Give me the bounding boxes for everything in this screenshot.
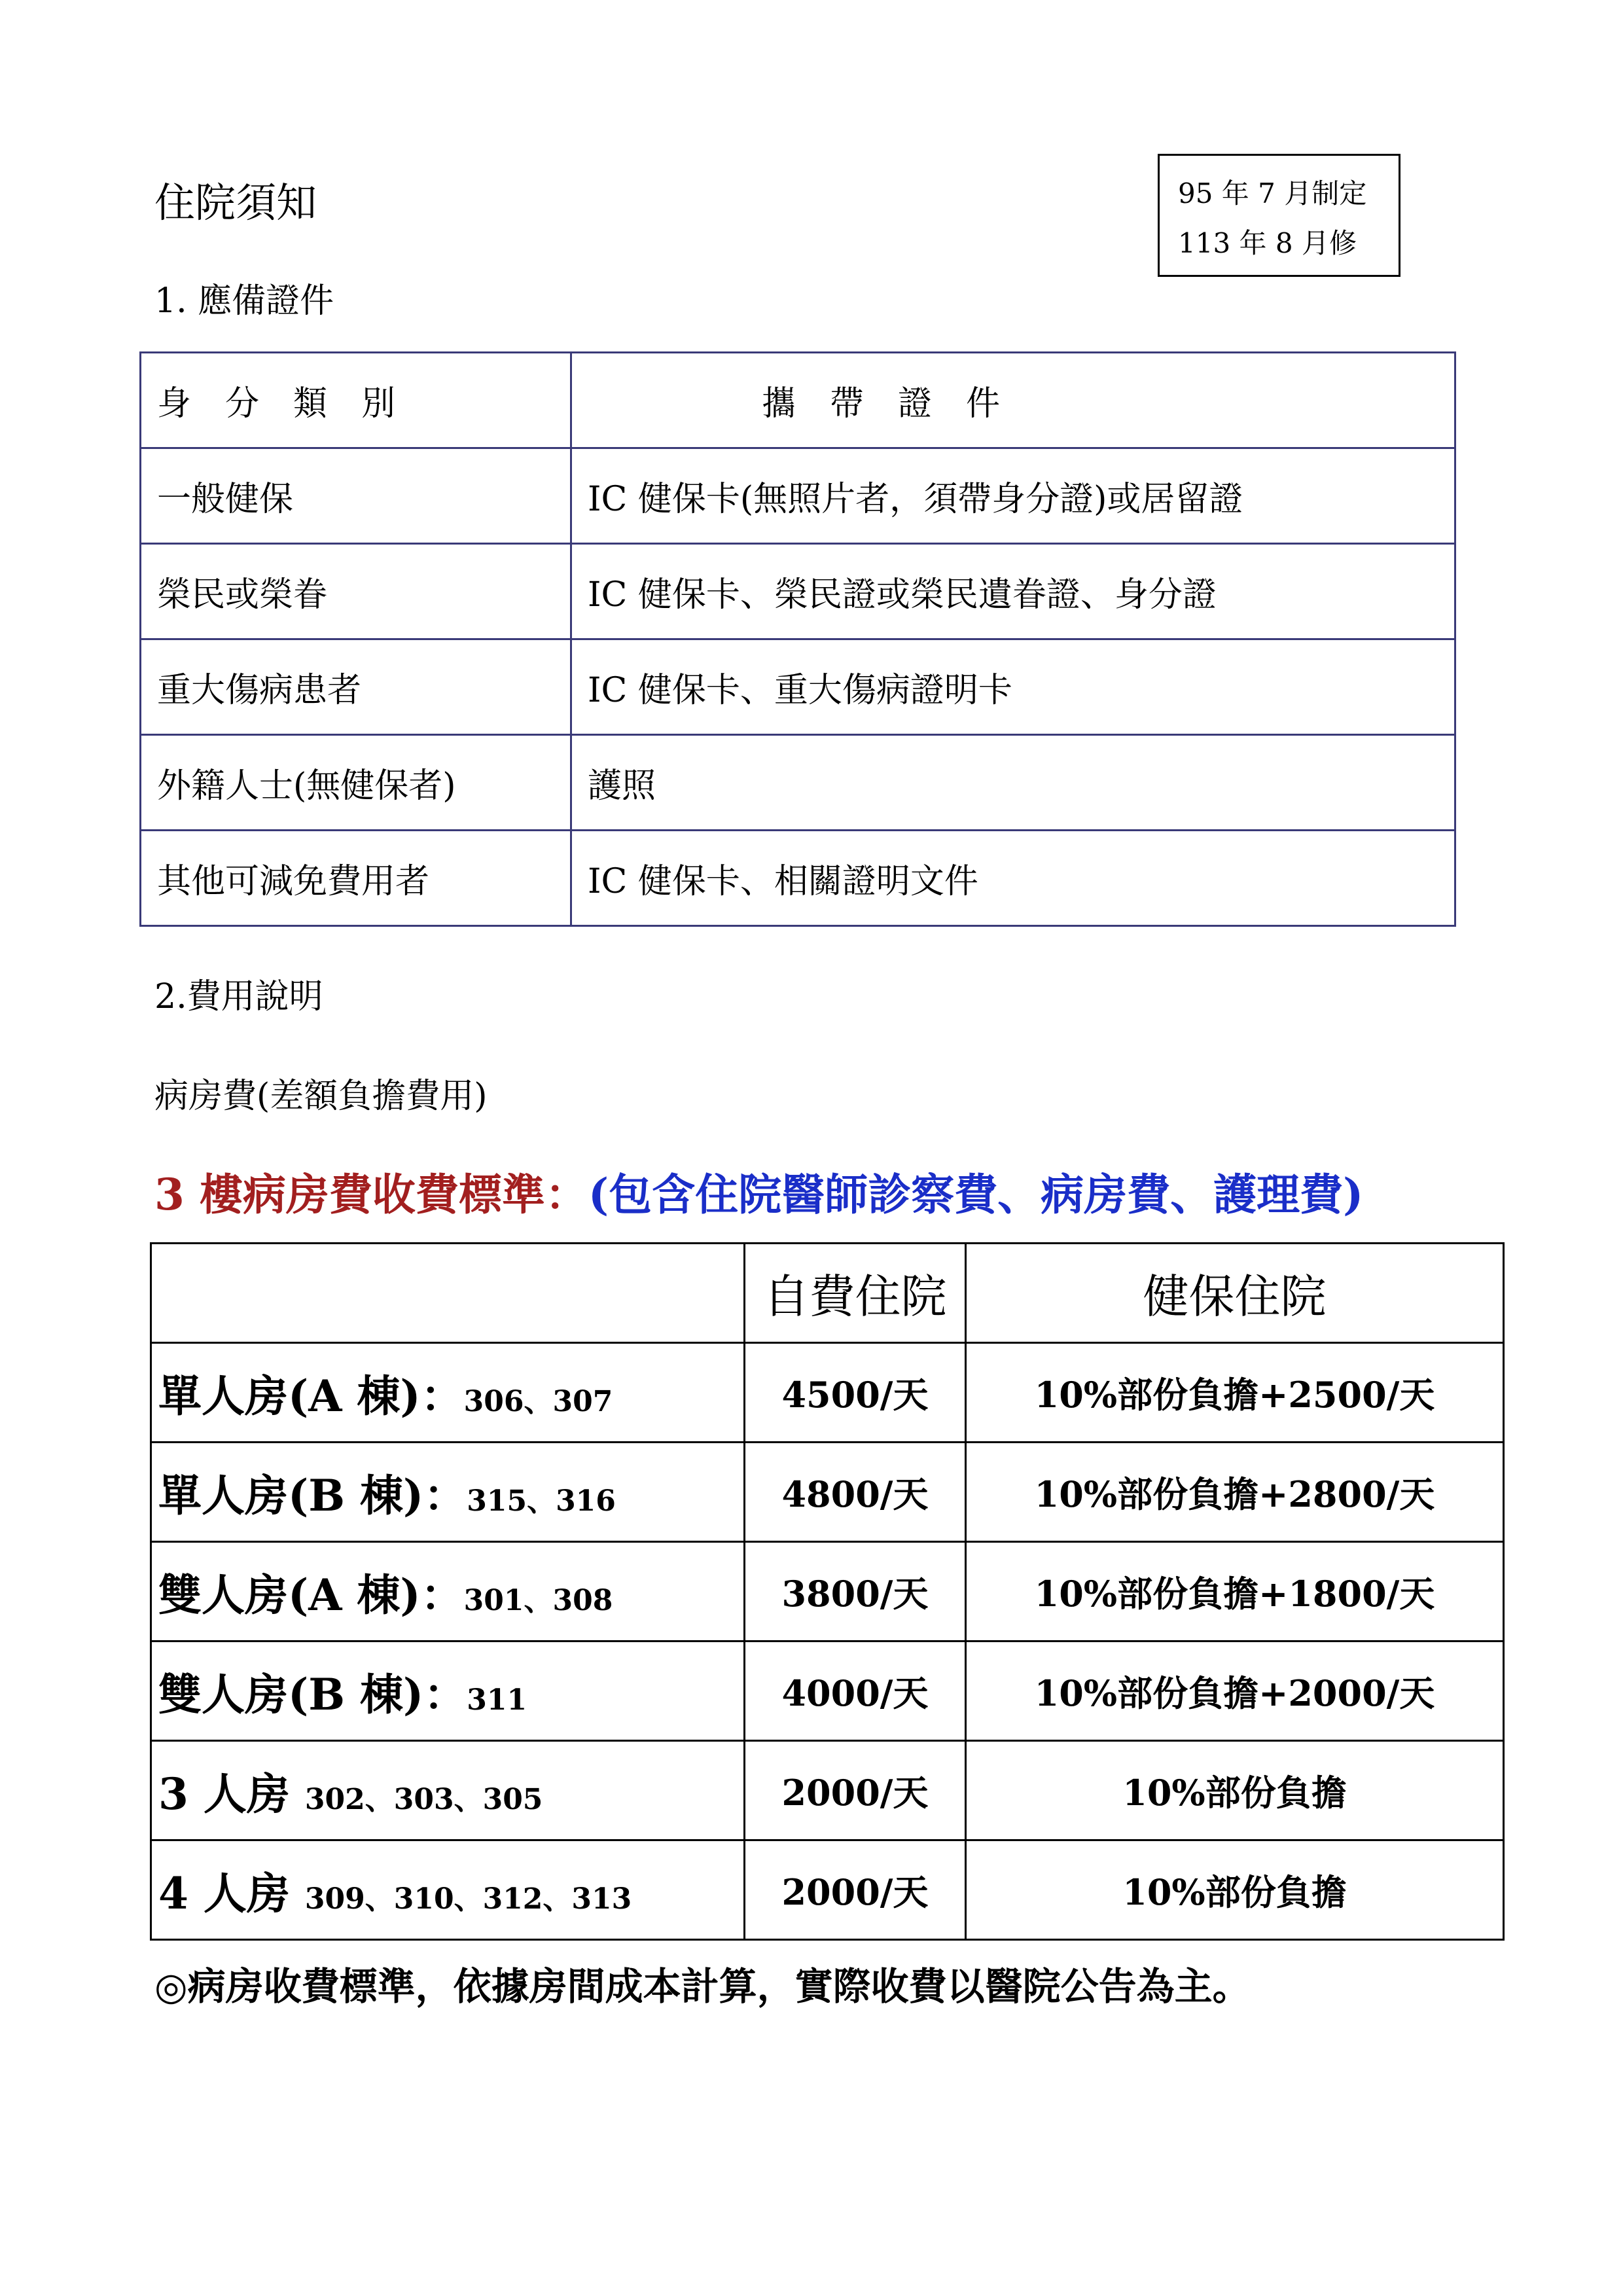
revision-box	[1158, 154, 1400, 277]
documents-cell: IC 健保卡、相關證明文件	[571, 831, 1455, 926]
section-2-heading: 2.費用說明	[154, 977, 323, 1016]
fee-table	[150, 1242, 1505, 1941]
table-row	[141, 544, 1455, 639]
room-type-cell	[151, 1443, 745, 1542]
self-pay-cell: 2000/天	[745, 1840, 966, 1940]
fee-row	[151, 1343, 1504, 1443]
section-1-heading: 1. 應備證件	[154, 281, 334, 321]
room-numbers: 315、316	[467, 1484, 616, 1518]
documents-table	[139, 351, 1456, 927]
revision-revised: 113 年 8 月修	[1178, 227, 1357, 259]
fee-note: ◎病房收費標準，依據房間成本計算，實際收費以醫院公告為主。	[154, 1964, 1251, 2009]
room-type: 4 人房	[158, 1868, 305, 1919]
room-numbers: 306、307	[463, 1385, 613, 1418]
fee-row	[151, 1542, 1504, 1641]
room-numbers: 311	[467, 1683, 527, 1717]
table-row	[141, 448, 1455, 544]
fee-header-insured: 健保住院	[966, 1244, 1504, 1343]
room-type: 雙人房(A 棟)：	[158, 1570, 464, 1621]
fee-included-items: (包含住院醫師診察費、病房費、護理費)	[588, 1169, 1364, 1220]
insured-cell: 10%部份負擔	[966, 1840, 1504, 1940]
fee-row	[151, 1741, 1504, 1840]
insured-cell: 10%部份負擔+2000/天	[966, 1641, 1504, 1741]
header-documents: 攜 帶 證 件	[571, 353, 1455, 448]
documents-cell: IC 健保卡(無照片者，須帶身分證)或居留證	[571, 448, 1455, 544]
identity-cell: 外籍人士(無健保者)	[141, 735, 571, 831]
insured-cell: 10%部份負擔+2800/天	[966, 1443, 1504, 1542]
self-pay-cell: 4500/天	[745, 1343, 966, 1443]
self-pay-cell: 3800/天	[745, 1542, 966, 1641]
room-type-cell	[151, 1343, 745, 1443]
room-numbers: 302、303、305	[304, 1783, 543, 1816]
fee-header-self-pay: 自費住院	[745, 1244, 966, 1343]
table-header-row	[141, 353, 1455, 448]
documents-cell: 護照	[571, 735, 1455, 831]
self-pay-cell: 4000/天	[745, 1641, 966, 1741]
room-numbers: 309、310、312、313	[304, 1882, 632, 1916]
ward-fee-subheading: 病房費(差額負擔費用)	[154, 1077, 488, 1116]
documents-cell: IC 健保卡、榮民證或榮民遺眷證、身分證	[571, 544, 1455, 639]
fee-standard-heading	[154, 1165, 1363, 1224]
room-type: 3 人房	[158, 1768, 305, 1820]
header-identity: 身 分 類 別	[141, 353, 571, 448]
room-type: 單人房(B 棟)：	[158, 1470, 467, 1521]
room-type-cell	[151, 1641, 745, 1741]
table-row	[141, 639, 1455, 735]
documents-cell: IC 健保卡、重大傷病證明卡	[571, 639, 1455, 735]
room-type-cell	[151, 1542, 745, 1641]
fee-header-row	[151, 1244, 1504, 1343]
insured-cell: 10%部份負擔	[966, 1741, 1504, 1840]
insured-cell: 10%部份負擔+2500/天	[966, 1343, 1504, 1443]
room-type-cell	[151, 1840, 745, 1940]
fee-standard-title: 病房費收費標準：	[242, 1169, 588, 1220]
room-type: 雙人房(B 棟)：	[158, 1669, 467, 1720]
fee-header-blank	[151, 1244, 745, 1343]
fee-row	[151, 1840, 1504, 1940]
identity-cell: 一般健保	[141, 448, 571, 544]
room-type: 單人房(A 棟)：	[158, 1371, 464, 1422]
fee-row	[151, 1443, 1504, 1542]
identity-cell: 其他可減免費用者	[141, 831, 571, 926]
room-numbers: 301、308	[463, 1584, 613, 1617]
page-title: 住院須知	[154, 179, 317, 226]
fee-row	[151, 1641, 1504, 1741]
self-pay-cell: 4800/天	[745, 1443, 966, 1542]
insured-cell: 10%部份負擔+1800/天	[966, 1542, 1504, 1641]
table-row	[141, 831, 1455, 926]
revision-established: 95 年 7 月制定	[1178, 177, 1367, 209]
identity-cell: 榮民或榮眷	[141, 544, 571, 639]
table-row	[141, 735, 1455, 831]
room-type-cell	[151, 1741, 745, 1840]
floor-label: 3 樓	[154, 1169, 243, 1220]
self-pay-cell: 2000/天	[745, 1741, 966, 1840]
identity-cell: 重大傷病患者	[141, 639, 571, 735]
